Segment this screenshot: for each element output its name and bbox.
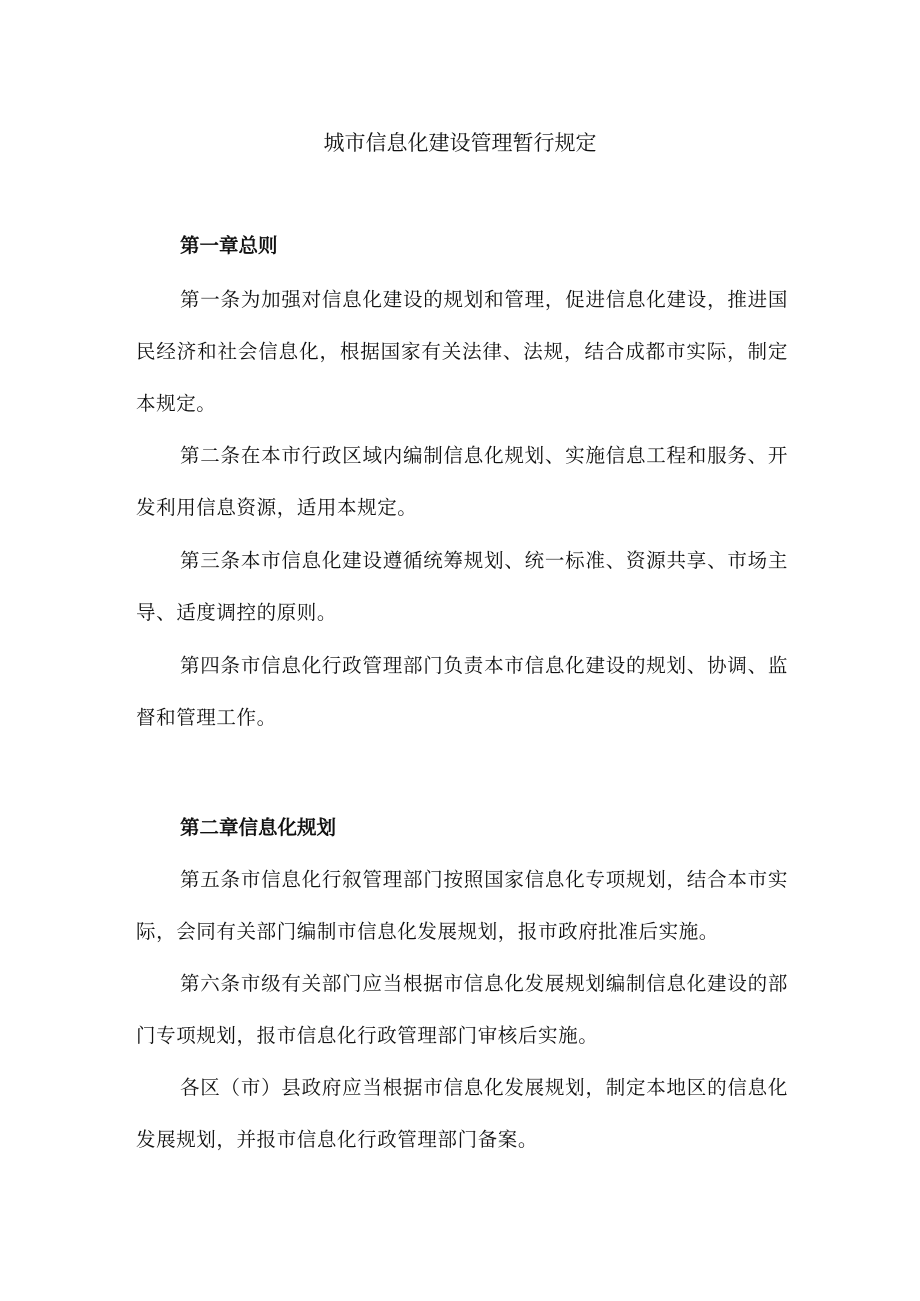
article-5-paragraph: 第五条市信息化行叙管理部门按照国家信息化专项规划，结合本市实际，会同有关部门编制市信息化发展规划，报市政府批准后实施。 [136,868,788,943]
chapter-heading-2: 第二章信息化规划 [180,816,337,839]
article-6-paragraph: 第六条市级有关部门应当根据市信息化发展规划编制信息化建设的部门专项规划，报市信息化行政管理部门审核后实施。 [136,972,788,1047]
chapter-heading-1: 第一章总则 [180,234,278,257]
article-2-paragraph: 第二条在本市行政区域内编制信息化规划、实施信息工程和服务、开发利用信息资源，适用本规定。 [136,444,788,519]
article-1-paragraph: 第一条为加强对信息化建设的规划和管理，促进信息化建设，推进国民经济和社会信息化，根据国家有关法律、法规，结合成都市实际，制定本规定。 [136,288,788,415]
district-planning-paragraph: 各区（市）县政府应当根据市信息化发展规划，制定本地区的信息化发展规划，并报市信息化行政管理部门备案。 [136,1076,788,1151]
article-4-paragraph: 第四条市信息化行政管理部门负责本市信息化建设的规划、协调、监督和管理工作。 [136,654,788,729]
article-3-paragraph: 第三条本市信息化建设遵循统筹规划、统一标准、资源共享、市场主导、适度调控的原则。 [136,549,788,624]
document-title: 城市信息化建设管理暂行规定 [323,131,597,155]
